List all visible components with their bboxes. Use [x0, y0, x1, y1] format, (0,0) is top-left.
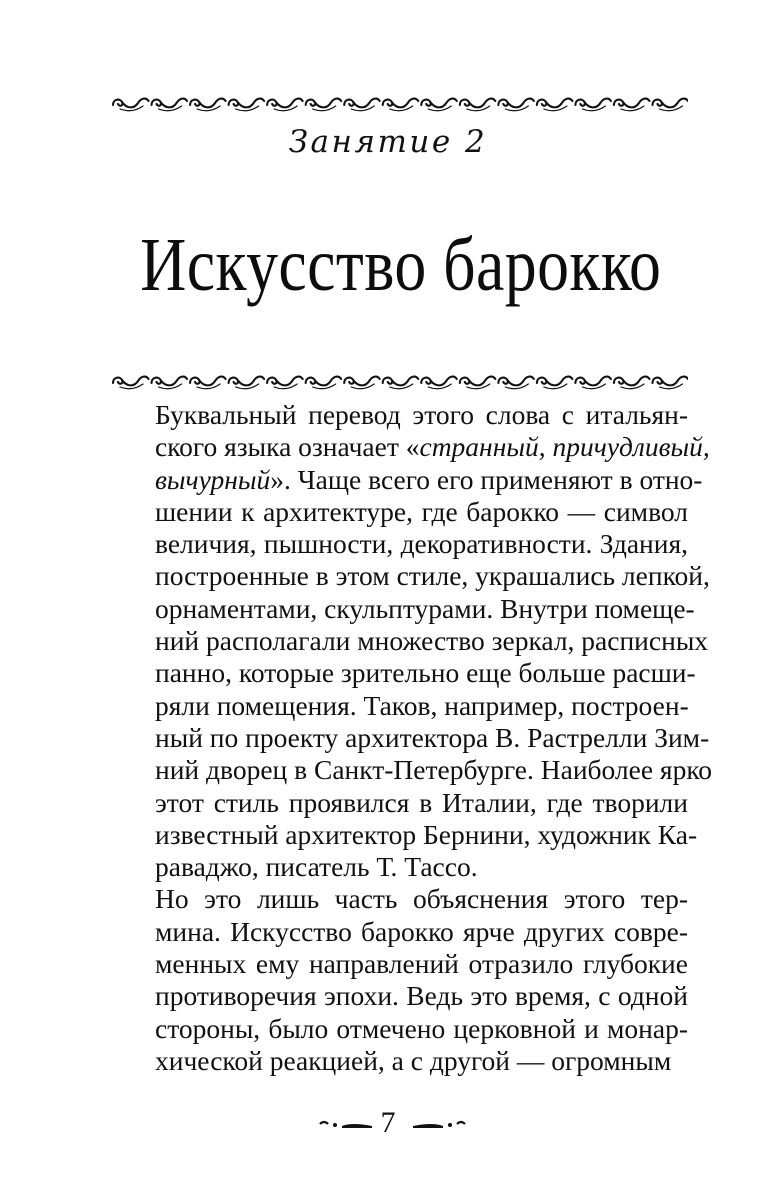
- text-line: [110, 690, 688, 722]
- text-run: орнаментами, скульптурами. Внутри помеще-: [155, 592, 695, 624]
- footer-flourish-right-icon: [411, 1116, 467, 1136]
- text-line: [110, 721, 710, 754]
- page-footer: [0, 1106, 776, 1146]
- text-line: [110, 1013, 688, 1045]
- text-line: [110, 399, 688, 431]
- text-run: Буквальный перевод этого слова с итальян-: [155, 399, 688, 430]
- text-run: шении к архитектуре, где барокко — символ: [155, 495, 688, 527]
- text-run: ний располагали множество зеркал, расписных: [155, 625, 709, 657]
- text-line: [110, 463, 703, 496]
- text-line: [110, 625, 709, 657]
- paragraph-2: [110, 883, 688, 1077]
- text-line: [110, 916, 688, 948]
- text-run: стороны, было отмечено церковной и монар-: [155, 1012, 688, 1044]
- text-run: панно, которые зрительно еще больше расши-: [155, 657, 696, 689]
- italic-text-run: странный, причудливый,: [419, 431, 710, 463]
- text-line: [110, 431, 710, 463]
- text-run: ный по проекту архитектора В. Растрелли Зим-: [155, 721, 710, 753]
- text-run: величия, пышности, декоративности. Здания,: [155, 528, 688, 560]
- text-run: Но это лишь часть объяснения этого тер-: [155, 883, 688, 915]
- text-run: мина. Искусство барокко ярче других совре-: [155, 915, 688, 947]
- text-line: [110, 980, 688, 1012]
- text-line: [110, 883, 688, 915]
- text-line: [110, 851, 688, 883]
- paragraph-1: [110, 399, 713, 883]
- text-line: [110, 754, 713, 786]
- text-line: [110, 528, 688, 560]
- text-line: [110, 657, 696, 689]
- italic-text-run: вычурный: [155, 463, 271, 495]
- text-line: [110, 787, 688, 819]
- text-run: ского языка означает «: [155, 431, 420, 463]
- scroll-divider-top-icon: [110, 90, 688, 116]
- text-run: ний дворец в Санкт-Петербурге. Наиболее ярко: [155, 754, 713, 786]
- text-run: менных ему направлений отразило глубокие: [155, 948, 688, 980]
- text-line: [110, 560, 710, 592]
- text-line: [110, 592, 695, 625]
- text-run: противоречия эпохи. Ведь это время, с одной: [155, 980, 688, 1012]
- chapter-title: Искусство барокко: [140, 223, 662, 307]
- text-run: построенные в этом стиле, украшались лепкой,: [155, 560, 710, 592]
- text-run: ». Чаще всего его применяют в отно-: [270, 463, 703, 495]
- text-line: [110, 948, 688, 980]
- text-run: известный архитектор Бернини, художник Ка-: [155, 818, 698, 850]
- text-run: этот стиль проявился в Италии, где творили: [155, 786, 688, 818]
- text-run: ряли помещения. Таков, например, построен-: [155, 689, 689, 721]
- text-run: раваджо, писатель Т. Тассо.: [155, 851, 478, 883]
- text-line: [110, 1045, 688, 1077]
- page-number: 7: [380, 1106, 396, 1139]
- scroll-divider-bottom-icon: [110, 368, 688, 394]
- body-text: [110, 399, 713, 1077]
- lesson-label: Занятие 2: [288, 124, 488, 160]
- text-line: [110, 818, 698, 851]
- text-run: хической реакцией, а с другой — огромным: [155, 1044, 672, 1076]
- text-line: [110, 496, 688, 528]
